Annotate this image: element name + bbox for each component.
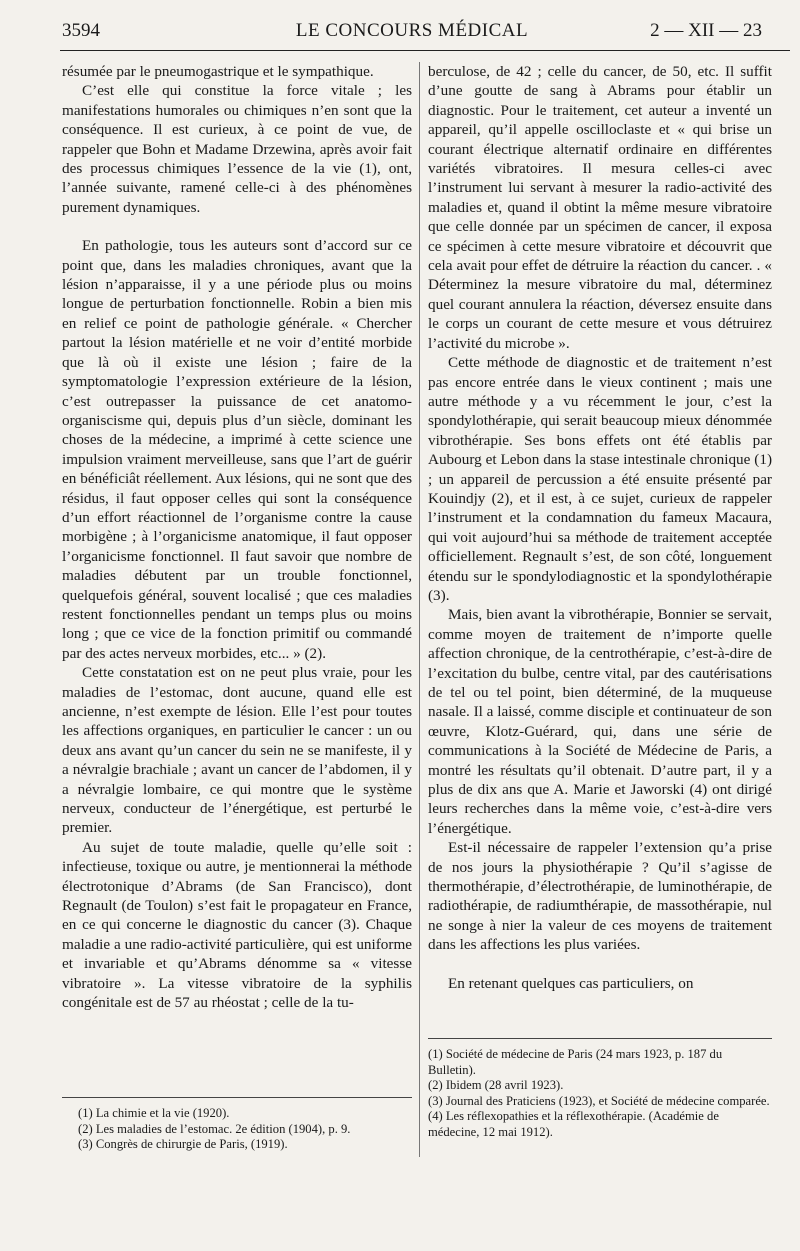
footnote-right-3: (3) Journal des Praticiens (1923), et Société de médecine comparée. [428,1093,770,1108]
footnotes-left [78,1106,408,1153]
footnote-right-1: (1) Société de médecine de Paris (24 mars 1923, p. 187 du Bulletin). [428,1047,723,1077]
left-paragraph-3: En pathologie, tous les auteurs sont d’accord sur ce point que, dans les maladies chroniques, avant que la lésion n’apparaisse, il y a une période plus ou moins longue de perturbation fonctionnelle. Robin a bien mis en relief ce point de pathologie générale. « Chercher partout la lésion matérielle et ne voir d’entité morbide que là où il existe une lésion ; faire de la symptomatologie l’expression extérieure de la lésion, c’est outrepasser la puissance de cet anatomo-organiscisme qui, depuis plus d’un siècle, dominant les choses de la médecine, a imprimé à cette science une impulsion vraiment merveilleuse, sans que l’art de guérir en bénéficiât réellement. Aux lésions, qui ne sont que des résidus, il faut opposer celles qui sont la conséquence d’un effort réactionnel de l’organisme contre la cause morbigène ; à l’organicisme anatomique, il faut opposer l’organicisme fonctionnel. Il faut savoir que nombre de maladies débutent par un trouble fonctionnel, quelquefois général, souvent localisé ; que ces maladies restent fonctionnelles pendant un temps plus ou moins long ; que ce vice de la fonction primitif ou commandé par des actes nerveux morbides, etc... » (2). [62,237,412,662]
right-paragraph-1: berculose, de 42 ; celle du cancer, de 50, etc. Il suffit d’une goutte de sang à Abrams pour établir un diagnostic. Pour le traitement, cet auteur a inventé un appareil, qu’il appelle oscilloclaste et « qui brise un courant électrique alternatif ordinaire en différentes variétés vibratoires. Il mesura celles-ci avec l’instrument lui servant à mesurer la radio-activité des maladies et, quand il obtint la même mesure vibratoire que celle donnée par un spécimen de cancer, il exposa ce spécimen à cette mesure vibratoire et découvrit que cela avait pour effet de détruire la réaction du cancer. . « Déterminez la mesure vibratoire du mal, déterminez quel courant annulera la réaction, déversez ensuite dans le corps un courant de cette mesure et vous détruirez l’activité du microbe ». [428,63,772,352]
left-paragraph-1: résumée par le pneumogastrique et le sympathique. [62,63,374,80]
left-column [62,62,412,1013]
footnote-right-4: (4) Les réflexopathies et la réflexothérapie. (Académie de médecine, 12 mai 1912). [428,1109,719,1139]
left-paragraph-5: Au sujet de toute maladie, quelle qu’elle soit : infectieuse, toxique ou autre, je mentionnerai la méthode électrotonique d’Abrams (de San Francisco), dont Regnault (de Toulon) s’est fait le propagateur en France, en ce qui concerne le diagnostic du cancer (3). Chaque maladie a une radio-activité particulière, qui est uniforme et invariable et qu’Abrams dénomme sa « vitesse vibratoire ». La vitesse vibratoire de la syphilis congénitale est de 57 au rhéostat ; celle de la tu- [62,838,412,1012]
right-paragraph-4: Est-il nécessaire de rappeler l’extension qu’a prise de nos jours la physiothérapie ? Qu’il s’agisse de thermothérapie, d’électrothérapie, de luminothérapie, de radiothérapie, de radiumthérapie, de massothérapie, nul ne songe à nier la valeur de ces moyens de traitement dans les affections les plus variées. [428,839,772,954]
footnotes-right [428,1047,772,1141]
footnote-left-1: (1) La chimie et la vie (1920). [78,1106,230,1120]
page-header [62,20,762,46]
right-paragraph-2: Cette méthode de diagnostic et de traitement n’est pas encore entrée dans le vieux continent ; mais une autre méthode y a vu récemment le jour, c’est la spondylothérapie, qui serait beaucoup mieux dénommée vibrothérapie. Ses bons effets ont été établis par Aubourg et Lebon dans la stase intestinale chronique (1) ; un appareil de percussion a été ensuite présenté par Kouindjy (2), et il est, à ce sujet, curieux de rappeler l’instrument et la condamnation du fameux Macaura, qui voit aujourd’hui sa méthode de traitement acceptée officiellement. Regnault s’est, de son côté, longuement étendu sur le spondylodiagnostic et la spondylothérapie (3). [428,354,772,604]
footnote-rule-right [428,1038,772,1039]
footnote-right-2: (2) Ibidem (28 avril 1923). [428,1078,564,1093]
footnote-rule-left [62,1097,412,1098]
journal-title: LE CONCOURS MÉDICAL [295,20,529,41]
column-divider [419,62,420,1157]
right-paragraph-5: En retenant quelques cas particuliers, on [448,974,694,992]
footnote-left-2: (2) Les maladies de l’estomac. 2e édition (1904), p. 9. [78,1121,351,1136]
left-paragraph-4: Cette constatation est on ne peut plus vraie, pour les maladies de l’estomac, dont aucune, quand elle est ancienne, n’est exempte de lésion. Elle l’est pour toutes les affections organiques, en particulier le cancer : un ou deux ans avant qu’un cancer du sein ne se manifeste, il y a névralgie brachiale ; avant un cancer de l’abdomen, il y a névralgie lombaire, ce qui montre que le système nerveux, conducteur de l’énergétique, est perturbé le premier. [62,664,412,837]
page-number: 3594 [62,20,100,41]
right-paragraph-3: Mais, bien avant la vibrothérapie, Bonnier se servait, comme moyen de traitement de n’importe quelle affection chronique, de la centrothérapie, c’est-à-dire de l’excitation du bulbe, centre vital, par des cautérisations de tel ou tel point, bien déterminé, de la muqueuse nasale. Il a laissé, comme disciple et continuateur de son œuvre, Klotz-Guérard, qui, dans une série de communications à la Société de Médecine de Paris, a montré les résultats qu’il obtenait. D’autre part, il y a plus de dix ans que A. Marie et Jaworski (4) ont dirigé leurs recherches dans la même voie, c’est-à-dire vers l’énergétique. [428,606,772,837]
right-column [428,62,772,993]
header-rule [60,50,790,51]
left-paragraph-2: C’est elle qui constitue la force vitale ; les manifestations humorales ou chimiques n’en sont que la conséquence. Il est curieux, à ce point de vue, de rappeler que Bohn et Madame Drzewina, après avoir fait des processus chimiques l’essence de la vie (1), ont, l’année suivante, ramené celle-ci à des phénomènes purement dynamiques. [62,82,412,216]
issue-date: 2 — XII — 23 [650,20,762,41]
footnote-left-3: (3) Congrès de chirurgie de Paris, (1919). [78,1137,288,1152]
